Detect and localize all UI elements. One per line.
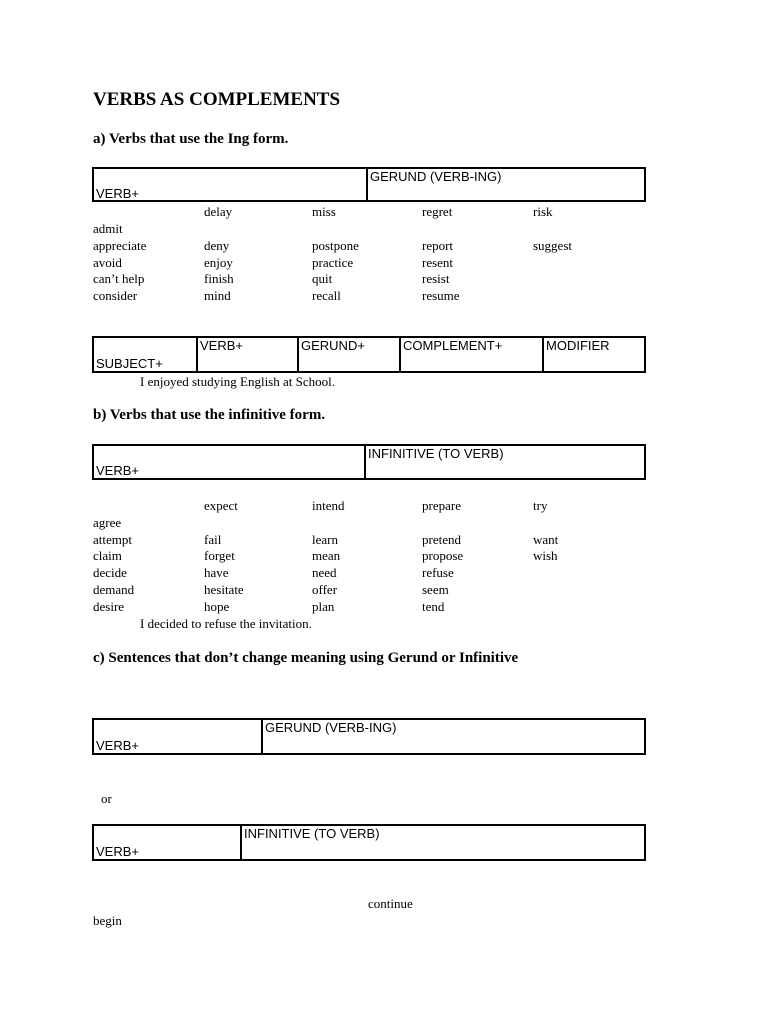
- list-item: need: [312, 565, 337, 580]
- list-item: want: [533, 532, 559, 547]
- list-item: enjoy: [204, 255, 233, 270]
- list-item: demand: [93, 582, 135, 597]
- list-item: agree: [93, 515, 122, 530]
- list-item: desire: [93, 599, 125, 614]
- list-item: prepare: [422, 498, 461, 513]
- list-item: expect: [204, 498, 238, 513]
- list-item: consider: [93, 288, 138, 303]
- list-item: regret: [422, 204, 453, 219]
- gerund-pattern-table-2: [92, 718, 646, 755]
- list-item: pretend: [422, 532, 461, 547]
- gerund-cell-label: GERUND (VERB-ING): [265, 720, 397, 735]
- complement-cell: [399, 338, 503, 371]
- list-item: tend: [422, 599, 445, 614]
- gerund-cell-label: GERUND (VERB-ING): [370, 169, 502, 184]
- verb-cell: VERB+: [96, 186, 139, 201]
- list-item: delay: [204, 204, 233, 219]
- list-item: appreciate: [93, 238, 147, 253]
- verb-cell: VERB+: [96, 738, 139, 753]
- gerund-cell-label: GERUND+: [301, 338, 365, 353]
- list-item: miss: [312, 204, 336, 219]
- list-item: decide: [93, 565, 127, 580]
- infinitive-cell-label: INFINITIVE (TO VERB): [244, 826, 380, 841]
- infinitive-cell: [240, 826, 380, 859]
- gerund-cell: [366, 169, 502, 200]
- list-item: finish: [204, 271, 234, 286]
- list-item: learn: [312, 532, 338, 547]
- list-item: propose: [422, 548, 464, 563]
- list-item: seem: [422, 582, 449, 597]
- list-item: wish: [533, 548, 558, 563]
- list-item: can’t help: [93, 271, 145, 286]
- gerund-pattern-table: [92, 167, 646, 202]
- list-item: suggest: [533, 238, 572, 253]
- list-item: resist: [422, 271, 450, 286]
- list-item: hope: [204, 599, 230, 614]
- infinitive-cell-label: INFINITIVE (TO VERB): [368, 446, 504, 461]
- list-item: hesitate: [204, 582, 244, 597]
- list-item: mind: [204, 288, 231, 303]
- section-b-heading: b) Verbs that use the infinitive form.: [93, 407, 326, 423]
- verb-cell: VERB+: [96, 463, 139, 478]
- gerund-cell: [297, 338, 365, 371]
- list-item: avoid: [93, 255, 122, 270]
- verb-cell: VERB+: [96, 844, 139, 859]
- list-item: fail: [204, 532, 222, 547]
- list-item: intend: [312, 498, 345, 513]
- list-item: claim: [93, 548, 122, 563]
- list-item: quit: [312, 271, 333, 286]
- list-item: plan: [312, 599, 335, 614]
- list-item: mean: [312, 548, 341, 563]
- infinitive-pattern-table-2: [92, 824, 646, 861]
- list-item: resent: [422, 255, 454, 270]
- list-item: postpone: [312, 238, 359, 253]
- gerund-cell: [261, 720, 397, 753]
- section-a-heading: a) Verbs that use the Ing form.: [93, 131, 289, 147]
- or-connector: or: [101, 791, 112, 806]
- verb-cell: [196, 338, 243, 371]
- page-title: VERBS AS COMPLEMENTS: [93, 89, 341, 110]
- list-item: report: [422, 238, 454, 253]
- list-item: have: [204, 565, 229, 580]
- infinitive-cell: [364, 446, 504, 478]
- sentence-structure-table: [92, 336, 646, 373]
- gerund-example-sentence: I enjoyed studying English at School.: [140, 374, 335, 389]
- list-item: resume: [422, 288, 460, 303]
- modifier-cell-label: MODIFIER: [546, 338, 610, 353]
- infinitive-pattern-table: [92, 444, 646, 480]
- subject-cell: SUBJECT+: [96, 356, 163, 371]
- list-item: recall: [312, 288, 341, 303]
- list-item: refuse: [422, 565, 454, 580]
- list-item: forget: [204, 548, 235, 563]
- list-item: try: [533, 498, 548, 513]
- list-item: deny: [204, 238, 230, 253]
- list-item: practice: [312, 255, 354, 270]
- list-item: attempt: [93, 532, 132, 547]
- word-begin: begin: [93, 913, 122, 928]
- infinitive-example-sentence: I decided to refuse the invitation.: [140, 616, 312, 631]
- list-item: offer: [312, 582, 338, 597]
- modifier-cell: [542, 338, 610, 371]
- complement-cell-label: COMPLEMENT+: [403, 338, 503, 353]
- verb-cell-label: VERB+: [200, 338, 243, 353]
- word-continue: continue: [368, 896, 413, 911]
- list-item: admit: [93, 221, 123, 236]
- section-c-heading: c) Sentences that don’t change meaning using Gerund or Infinitive: [93, 650, 519, 666]
- list-item: risk: [533, 204, 553, 219]
